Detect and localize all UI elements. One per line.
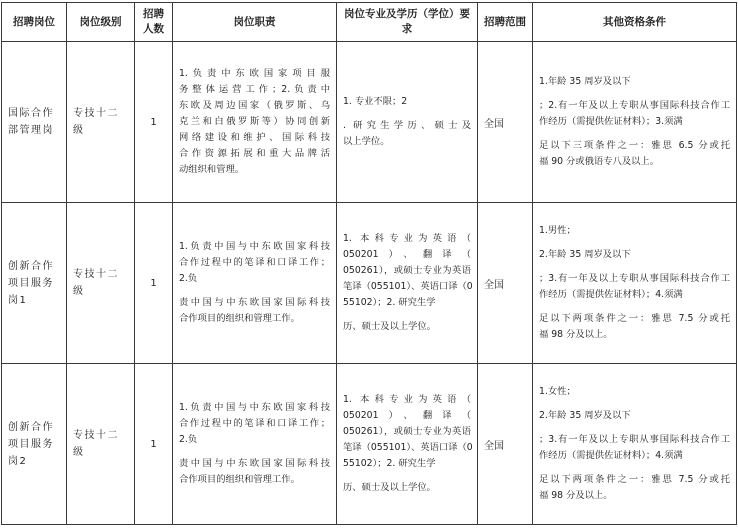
cell-line: 笔译（055101）、英语口译（0 [343, 281, 473, 292]
header-position: 招聘岗位 [2, 3, 67, 42]
cell-line: 050201）、翻译（ [343, 249, 471, 260]
cell-line: 1. 本科专业为英语（ [343, 394, 471, 405]
cell-line: 合作过程中的笔译和口译工作； [179, 418, 330, 429]
header-education [337, 3, 478, 42]
cell-other [533, 364, 737, 525]
table-row [2, 42, 737, 203]
cell-level [67, 364, 135, 525]
paragraph-gap [539, 239, 730, 247]
paragraph-gap [343, 472, 471, 480]
cell-level [67, 203, 135, 364]
cell-line: 1. 本科专业为英语（ [343, 233, 471, 244]
cell-line: 责中国与中东欧国家国际科技 [179, 458, 330, 469]
cell-level-text: 专技十二级 [73, 430, 119, 458]
paragraph-gap [343, 110, 471, 118]
cell-scope: 全国 [478, 364, 533, 525]
paragraph-gap [539, 263, 730, 271]
cell-line: 55102）；2. 研究生学 [343, 297, 436, 308]
cell-line: 克兰和白俄罗斯等）协同创新 [179, 116, 330, 127]
paragraph-gap [179, 448, 330, 456]
cell-duties [173, 364, 337, 525]
recruitment-table [1, 2, 737, 525]
cell-line: 足以下三项条件之一：雅思 6.5 分或托 [539, 140, 730, 151]
paragraph-gap [539, 130, 730, 138]
paragraph-gap [539, 464, 730, 472]
cell-line: 东欧及周边国家（俄罗斯、乌 [179, 100, 330, 111]
paragraph-gap [539, 90, 730, 98]
cell-level-text: 专技十二级 [73, 269, 119, 297]
cell-line: 福 98 分及以上。 [539, 490, 613, 501]
cell-line: 1.负责中东欧国家项目服 [179, 68, 330, 79]
cell-line: ；3.有一年及以上专职从事国际科技合作工 [539, 273, 730, 284]
cell-position [2, 203, 67, 364]
cell-line: 合作过程中的笔译和口译工作； [179, 257, 330, 268]
cell-scope: 全国 [478, 42, 533, 203]
cell-line: 1.负责中国与中东欧国家科技 [179, 402, 330, 413]
cell-duties [173, 42, 337, 203]
cell-level [67, 42, 135, 203]
cell-line: 历、硕士及以上学位。 [343, 482, 436, 493]
cell-line: 2.负 [179, 434, 198, 445]
cell-position-text: 国际合作部管理岗 [8, 108, 54, 136]
cell-line: 历、硕士及以上学位。 [343, 321, 436, 332]
cell-level-text: 专技十二级 [73, 108, 119, 136]
cell-line: 2.年龄 35 周岁及以下 [539, 410, 631, 421]
cell-duties [173, 203, 337, 364]
cell-count: 1 [135, 42, 173, 203]
cell-other [533, 42, 737, 203]
cell-other [533, 203, 737, 364]
cell-line: 1.负责中国与中东欧国家科技 [179, 241, 330, 252]
cell-line: 合作项目的组织和管理工作。 [179, 313, 300, 324]
cell-line: 笔译（055101）、英语口译（0 [343, 442, 473, 453]
paragraph-gap [179, 287, 330, 295]
cell-line: ；2.有一年及以上专职从事国际科技合作工 [539, 100, 730, 111]
cell-position-text: 创新合作项目服务岗2 [8, 421, 54, 467]
cell-line: 050201）、翻译（ [343, 410, 471, 421]
cell-line: 050261），或硕士专业为英语 [343, 426, 471, 437]
cell-line: 2.负 [179, 273, 198, 284]
cell-line: . 研究生学历、硕士及 [343, 120, 471, 131]
cell-count: 1 [135, 203, 173, 364]
cell-line: 福 98 分及以上。 [539, 329, 613, 340]
header-level: 岗位级别 [67, 3, 135, 42]
header-scope: 招聘范围 [478, 3, 533, 42]
cell-line: 1. 专业不限；2 [343, 96, 408, 107]
table-row [2, 364, 737, 525]
cell-line: 以上学位。 [343, 136, 390, 147]
cell-education [337, 42, 478, 203]
cell-line: 合作项目的组织和管理工作。 [179, 474, 300, 485]
cell-line: 1.男性； [539, 225, 576, 236]
cell-line: 动组织和管理。 [179, 164, 245, 175]
cell-line: 网络建设和维护、国际科技 [179, 132, 330, 143]
cell-line: 务整体运营工作；2.负责中 [179, 84, 330, 95]
cell-line: 足以下两项条件之一：雅思 7.5 分或托 [539, 313, 730, 324]
cell-position-text: 创新合作项目服务岗1 [8, 260, 54, 306]
header-count-text: 招聘人数 [143, 8, 164, 35]
paragraph-gap [539, 400, 730, 408]
cell-line: 作经历（需提供佐证材料）；4.须满 [539, 450, 683, 461]
cell-position [2, 364, 67, 525]
header-education-text: 岗位专业及学历（学位）要求 [344, 8, 470, 35]
cell-line: 足以下两项条件之一：雅思 7.5 分或托 [539, 474, 730, 485]
cell-line: 1.年龄 35 周岁及以下 [539, 76, 631, 87]
cell-line: 050261），或硕士专业为英语 [343, 265, 471, 276]
cell-line: ；3.有一年及以上专职从事国际科技合作工 [539, 434, 730, 445]
cell-line: 55102）；2. 研究生学 [343, 458, 436, 469]
paragraph-gap [539, 424, 730, 432]
cell-line: 2.年龄 35 周岁及以下 [539, 249, 631, 260]
cell-education [337, 203, 478, 364]
header-row [2, 3, 737, 42]
cell-position [2, 42, 67, 203]
cell-count: 1 [135, 364, 173, 525]
cell-line: 责中国与中东欧国家国际科技 [179, 297, 330, 308]
table-row [2, 203, 737, 364]
header-other: 其他资格条件 [533, 3, 737, 42]
cell-line: 作经历（需提供佐证材料）；4.须满 [539, 289, 683, 300]
cell-line: 合作资源拓展和重大品牌活 [179, 148, 330, 159]
header-count [135, 3, 173, 42]
paragraph-gap [539, 303, 730, 311]
cell-line: 福 90 分或俄语专八及以上。 [539, 156, 660, 167]
cell-education [337, 364, 478, 525]
cell-line: 1.女性； [539, 386, 576, 397]
paragraph-gap [343, 311, 471, 319]
cell-scope: 全国 [478, 203, 533, 364]
header-duties: 岗位职责 [173, 3, 337, 42]
cell-line: 作经历（需提供佐证材料）；3.须满 [539, 116, 683, 127]
